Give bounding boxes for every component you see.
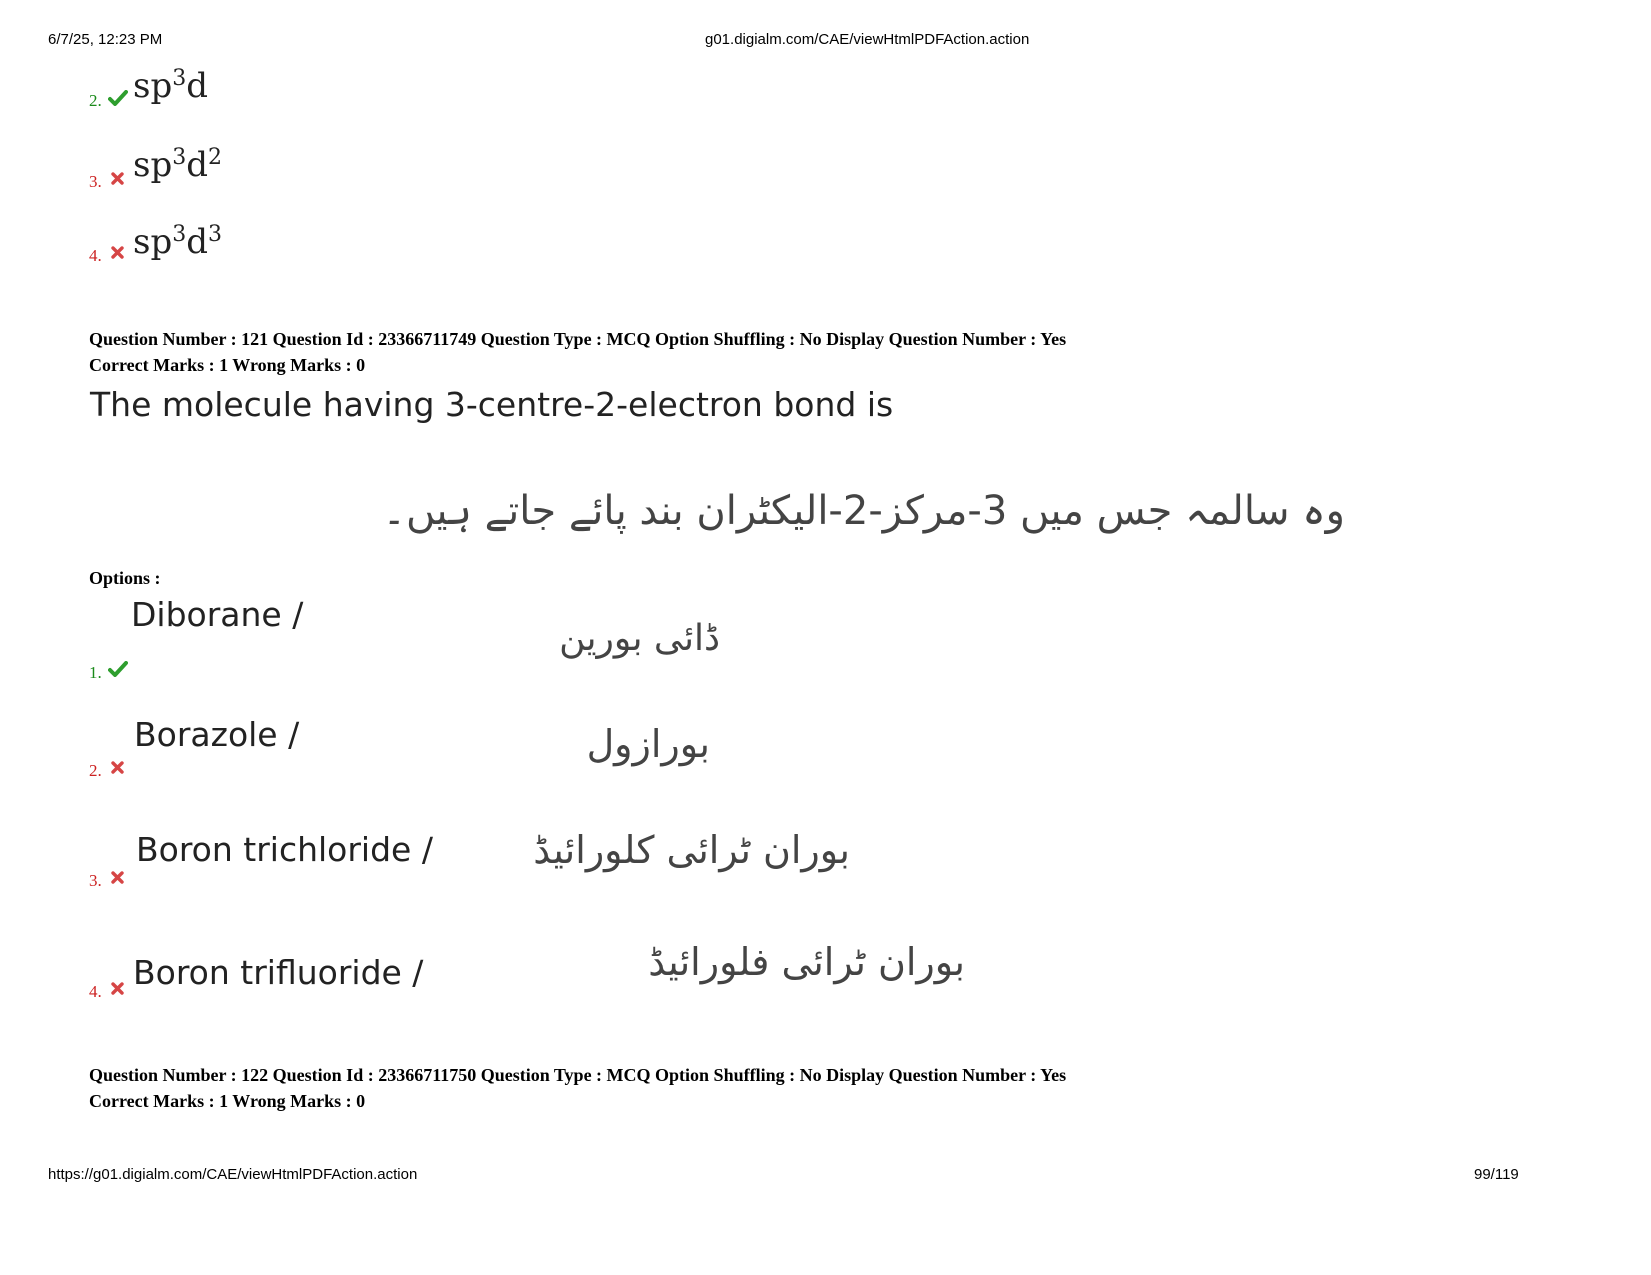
cross-icon: [111, 871, 124, 884]
check-icon: [108, 661, 128, 677]
option-text-urdu: بوران ٹرائی کلورائیڈ: [533, 828, 850, 872]
option-text-english: Borazole /: [134, 715, 300, 754]
option-number: 1.: [89, 663, 102, 682]
option-formula: $sp^3d^2$: [133, 145, 222, 185]
option-number: 2.: [89, 91, 102, 110]
option-number: 4.: [89, 982, 102, 1001]
option-number: 3.: [89, 172, 102, 191]
print-datetime: 6/7/25, 12:23 PM: [48, 31, 163, 48]
option-number: 3.: [89, 871, 102, 890]
question-meta-line1: Question Number : 121 Question Id : 23366711749 Question Type : MCQ Option Shuffling : No Display Question Number : Yes: [89, 329, 1067, 349]
option-formula: $sp^3d^3$: [133, 222, 222, 262]
option-text-english: Boron trifluoride /: [133, 953, 424, 992]
question-text-english: The molecule having 3-centre-2-electron bond is: [90, 385, 894, 424]
option-text-urdu: ڈائی بورین: [559, 618, 720, 659]
option-text-english: Boron trichloride /: [136, 830, 433, 869]
option-number: 2.: [89, 761, 102, 780]
cross-icon: [111, 982, 124, 995]
check-icon: [108, 90, 128, 106]
print-url-footer: https://g01.digialm.com/CAE/viewHtmlPDFAction.action: [48, 1166, 418, 1183]
option-number: 4.: [89, 246, 102, 265]
print-url-header: g01.digialm.com/CAE/viewHtmlPDFAction.action: [705, 31, 1030, 48]
question-meta-line2: Correct Marks : 1 Wrong Marks : 0: [89, 355, 366, 375]
option-formula: $sp^3d$: [133, 66, 208, 106]
option-text-urdu: بورازول: [586, 722, 710, 766]
cross-icon: [111, 172, 124, 185]
page-number: 99/119: [1474, 1166, 1519, 1183]
cross-icon: [111, 246, 124, 259]
option-text-english: Diborane /: [131, 595, 304, 634]
option-text-urdu: بوران ٹرائی فلورائیڈ: [648, 940, 965, 984]
question-text-urdu: وہ سالمہ جس میں 3-مرکز-2-الیکٹران بند پائے جاتے ہیں۔: [382, 488, 1345, 534]
question-meta-line2: Correct Marks : 1 Wrong Marks : 0: [89, 1091, 366, 1111]
options-label: Options :: [89, 568, 161, 588]
question-meta-line1: Question Number : 122 Question Id : 23366711750 Question Type : MCQ Option Shuffling : No Display Question Number : Yes: [89, 1065, 1067, 1085]
cross-icon: [111, 761, 124, 774]
